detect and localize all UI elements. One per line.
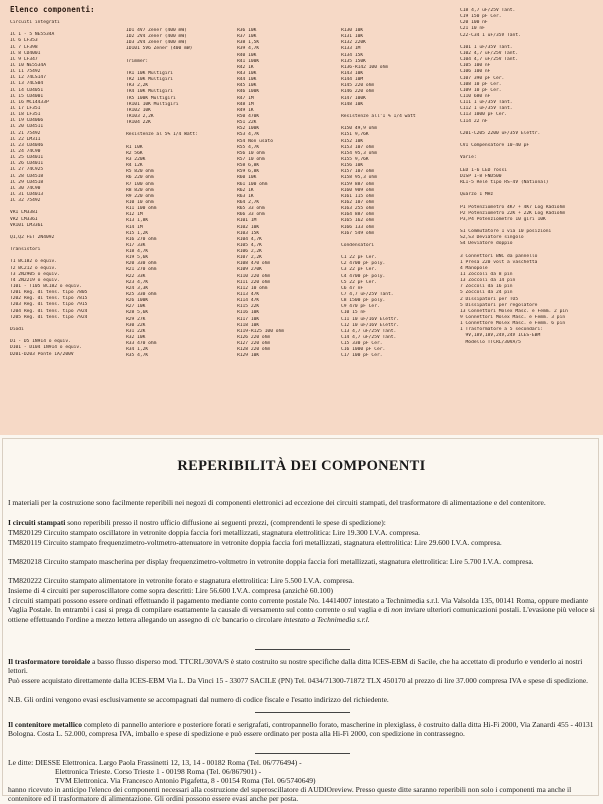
component-line: IC 9 LF347 [10, 56, 38, 62]
component-line: R164 887 ohm [341, 212, 375, 218]
component-line: C107 390 pF Cer. [460, 75, 505, 81]
component-line: R60 10K [237, 175, 257, 181]
component-line: R22 33K [126, 273, 146, 279]
component-line: R157 107 ohm [341, 169, 375, 175]
component-line: IC 30 74C90 [10, 185, 41, 191]
component-line: R56 10 ohm [237, 150, 265, 156]
component-line: R29 27K [126, 316, 146, 322]
order-text-a: I circuiti stampati possono essere ordinati effettuando il pagamento mediante conto corrente postale No. 14414007 intestato a Technimedia s.r.l. Via Valsolda 135, 00141 Roma, oppure mediante Vaglia Postale. In entrambi i casi si prega di compilare esattamente la causale di versamento sul conto corrente o sul vaglia e di [8, 596, 589, 615]
component-line: DISP 1-8 FND500 [460, 173, 502, 179]
component-line: C5 22 pF Cer. [341, 279, 377, 285]
pcb-bundle-text: Insieme di 4 circuiti per superoscillatore come sopra descritti: Lire 56.600 I.V.A. compresa (anzichè 60.100) [8, 586, 333, 595]
component-line: R114 47K [237, 298, 260, 304]
component-line: Diodi [10, 327, 24, 333]
component-line: C105 100 nF [460, 63, 491, 69]
component-line: R105 4,7K [237, 242, 262, 248]
component-line: IC 24 74C90 [10, 148, 41, 154]
component-line: Quarzo 1 MHz [460, 192, 494, 198]
component-line: R106 2,2K [237, 249, 262, 255]
component-line: R110 220 ohm [237, 273, 271, 279]
component-line: IC 12 74LS147 [10, 75, 46, 81]
intro-text: I materiali per la costruzione sono facilmente reperibili nei negozi di componenti elettronici ad eccezione dei circuiti stampati, del trasformatore di alimentazione e del contenitore. [8, 498, 546, 507]
component-line: R117 10K [237, 316, 260, 322]
dealers-note-text: hanno ricevuto in anticipo l'elenco dei componenti necessari alla costruzione del superoscillatore di AUDIOreview. Presso queste ditte saranno reperibili non solo i componenti ma anche il contenitore ed il trasformatore di alimentazione. Gli ordini possono essere evasi anche per posta. [8, 785, 572, 804]
dealers-line-3 [55, 776, 595, 785]
component-line: Resistenze al 5% 1/4 Watt: [126, 132, 198, 138]
component-line: LED 1-6 LED rossi [460, 167, 508, 173]
dealers-line-3-text: TVM Elettronica. Via Francesco Antonio Pigafetta, 8 - 00154 Roma (Tel. 06/5740649) [55, 776, 316, 785]
component-line: R18 4,7K [126, 249, 149, 255]
component-line: VR101 LM336I [10, 222, 44, 228]
component-line: TR1 10K Multigiri [126, 70, 174, 76]
pcb-bundle [8, 586, 596, 595]
component-line: C111 1 uF/35V Tant. [460, 100, 513, 106]
component-line: R113 47K [237, 292, 260, 298]
component-line: R13 1,8K [126, 218, 149, 224]
component-line: C113 1000 pF Cer. [460, 112, 508, 118]
component-line: P1 Potenziometro 4K7 + 4K7 Log Radiohm [460, 204, 566, 210]
component-line: R43 10K [237, 70, 257, 76]
component-line: R115 22K [237, 304, 260, 310]
component-line: R11 100 ohm [126, 206, 157, 212]
component-line: R150 49,9 ohm [341, 126, 377, 132]
dealers-line-1-text: Le ditte: DIESSE Elettronica. Largo Paola Frassinetti 12, 13, 14 - 00182 Roma (Tel. 06/776494) - [8, 758, 302, 767]
dealers-note [8, 785, 596, 804]
component-line: R10 10 ohm [126, 199, 154, 205]
component-line: R62 1K [237, 187, 254, 193]
component-line: IC 16 MC14433P [10, 99, 49, 105]
component-line: IC 18 LF351 [10, 112, 41, 118]
component-line: C8 1500 pF poly. [341, 298, 386, 304]
component-line: R128 220 ohm [237, 347, 271, 353]
transformer-purchase [8, 676, 596, 685]
component-line: R32 10K [126, 335, 146, 341]
component-line: C106 100 nF [460, 69, 491, 75]
component-line: R143 10K [341, 70, 364, 76]
component-line: P3,P4 Potenziometro 10 giri 10K [460, 216, 546, 222]
component-line: C19 150 pF Cer. [460, 14, 502, 20]
component-line: R51 22K [237, 120, 257, 126]
component-line: R133 1M [341, 46, 361, 52]
component-line: R31 22K [126, 328, 146, 334]
component-line: C17 100 pF Cer. [341, 353, 383, 359]
component-line: T1 BC182 o equiv. [10, 259, 58, 265]
component-line: R44 10K [237, 77, 257, 83]
component-line: R148 10K [341, 101, 364, 107]
enclosure-paragraph [8, 720, 596, 739]
component-line: 1 Presa 220 volt a vaschetta [460, 259, 538, 265]
component-line: 5 Dissipatori per regolatore [460, 302, 538, 308]
component-line: R107 2,2K [237, 255, 262, 261]
component-line: 11 Zoccoli da 8 pin [460, 272, 513, 278]
component-line: IC 21 75492 [10, 130, 41, 136]
component-line: R41 100K [237, 58, 260, 64]
component-line: C2 4700 pF poly. [341, 261, 386, 267]
component-line: IC 10 NE5534A [10, 62, 46, 68]
component-line: 4 Manopole [460, 265, 488, 271]
component-line: R108 470 ohm [237, 261, 271, 267]
component-line: R30 22K [126, 322, 146, 328]
component-line: IC 7 LF398 [10, 44, 38, 50]
component-line: 13 Zoccoli da 14 pin [460, 278, 516, 284]
component-line: C12 10 uF/16V Elettr. [341, 322, 400, 328]
component-column-1 [10, 20, 87, 358]
component-line: ID2 2V4 Zener (400 mW) [126, 34, 187, 40]
component-line: 1 Trasformatore a 5 secondari: [460, 327, 543, 333]
component-line: C13 4,7 uF/25V Tant. [341, 328, 397, 334]
component-line: R4 12K [126, 163, 143, 169]
component-line: TR104 22K [126, 120, 151, 126]
component-line: C112 1 uF/35V Tant. [460, 106, 513, 112]
pcb-item-3-text: TM820218 Circuito stampato mascherina per display frequenzimetro-voltmetro in vetronite doppia faccia fori metallizzati, stagnatura elettrolitica: Lire 5.700 I.V.A. compresa. [8, 557, 534, 566]
component-line: R20 330 ohm [126, 261, 157, 267]
component-line: IC 13 74LS04 [10, 81, 44, 87]
component-line: T202 Reg. di tens. tipo 7815 [10, 296, 88, 302]
component-line: C4 4700 pF poly. [341, 273, 386, 279]
component-line: C109 10 pF Cer. [460, 87, 502, 93]
separator-3 [255, 753, 350, 754]
component-line: R26 100K [126, 298, 149, 304]
component-line: R1 10K [126, 144, 143, 150]
transformer-note [8, 695, 596, 704]
component-line: C3 22 pF Cer. [341, 267, 377, 273]
component-line: T205 Reg. di tens. tipo 7924 [10, 314, 88, 320]
component-line: R154 95,3 ohm [341, 150, 377, 156]
component-line: C114 22 nF [460, 118, 488, 124]
component-line: R136-R142 100 ohm [341, 64, 389, 70]
component-line: R163 255 ohm [341, 206, 375, 212]
component-line: R152 10K [341, 138, 364, 144]
component-line: R156 10K [341, 163, 364, 169]
transformer-note-text: N.B. Gli ordini vengono evasi esclusivamente se accompagnati dal numero di codice fiscale e l'esatto indirizzo del richiedente. [8, 695, 389, 704]
component-line: 9 Connettori Molex Masc. e Femm. 3 pin [460, 315, 566, 321]
component-line: R119-R125 100 ohm [237, 328, 285, 334]
component-line: R46 100K [237, 89, 260, 95]
component-line: R16 270 ohm [126, 236, 157, 242]
component-line: R34 1,2K [126, 347, 149, 353]
component-line: C14 4,7 uF/25V Tant. [341, 335, 397, 341]
component-line: C10 15 nF [341, 310, 366, 316]
component-line: ID101 5V6 Zener (400 mW) [126, 46, 193, 52]
component-line: R36 10K [237, 28, 257, 33]
component-line: TR101 10K Multigiri [126, 101, 179, 107]
component-line: TR103 2,2K [126, 113, 154, 119]
component-line: IC 8 CD4001 [10, 50, 41, 56]
component-line: C16 1000 pF Cer. [341, 347, 386, 353]
component-line: T204 Reg. di tens. tipo 7924 [10, 308, 88, 314]
component-line: R19 5,6K [126, 255, 149, 261]
component-line: D201-D203 Ponte 1A/200V [10, 351, 74, 357]
component-line: T2 BC212 o equiv. [10, 265, 58, 271]
component-line: R3 220K [126, 156, 146, 162]
dealers-line-1 [8, 758, 596, 767]
component-line: IC 14 CD4051 [10, 87, 44, 93]
component-line: 9V,18V,18V,24V,24V ICES-EBM [460, 333, 541, 339]
component-line: Condensatori [341, 242, 375, 248]
component-line: S4 Deviatore doppio [460, 241, 513, 247]
component-line: R167 549 ohm [341, 230, 375, 236]
component-line: CV1 Compensatore 10-40 pF [460, 143, 530, 149]
component-line: R27 10K [126, 304, 146, 310]
pcb-item-3 [8, 557, 596, 566]
component-line: T4 2N2219 o equiv. [10, 277, 60, 283]
component-line: TR4 10K Multigiri [126, 89, 174, 95]
component-line: IC 25 CD4011 [10, 155, 44, 161]
order-text-b: inviare ulteriori comunicazioni postali. L'evasione più veloce si ottiene effettuando l'ordine a mezzo lettera allegando un assegno di c/c bancario o circolare [8, 605, 595, 624]
component-line: ID3 2V4 Zener (400 mW) [126, 40, 187, 46]
component-line: C20 100 nF [460, 20, 488, 26]
component-line: R101 1M [237, 218, 257, 224]
component-line: R146 220 ohm [341, 89, 375, 95]
component-line: TR2 10K Multigiri [126, 77, 174, 83]
component-line: C9 470 pF Cer. [341, 304, 380, 310]
pcb-item-2 [8, 538, 596, 547]
component-line: IC 15 CD4001 [10, 93, 44, 99]
component-line: R147 100K [341, 95, 366, 101]
component-line: C18 4,7 uF/25V Tant. [460, 8, 516, 13]
component-column-5 [460, 8, 568, 346]
component-line: R102 10K [237, 224, 260, 230]
component-line: IC 1 - 5 NE5534A [10, 32, 55, 38]
component-line: VR1 LM338I [10, 210, 38, 216]
component-line: R63 1K [237, 193, 254, 199]
component-line: Modello TTCRL/30VA/5 [460, 339, 521, 345]
component-line: R15 1,2K [126, 230, 149, 236]
transformer-purchase-text: Può essere acquistato direttamente dalla ICES-EBM Via L. Da Vinci 15 - 33077 SACILE (PN) Tel. 0434/71300-71872 TLX 450170 al prezzo di lire 37.000 compresa IVA e spese di spedizione. [8, 676, 589, 685]
component-line: R24 3,3K [126, 285, 149, 291]
component-line: Circuiti integrati [10, 20, 60, 25]
order-text-payee: intestato a Technimedia s.r.l. [283, 614, 370, 624]
component-line: C7 4,7 uF/25V Tant. [341, 292, 394, 298]
component-line: R129 10K [237, 353, 260, 359]
component-line: C101 1 uF/35V Tant. [460, 44, 513, 50]
component-line: R158 95,3 ohm [341, 175, 377, 181]
component-line: IC 6 LF353 [10, 38, 38, 44]
component-list-title: Elenco componenti: [10, 5, 95, 14]
component-line: IC 26 CD4011 [10, 161, 44, 167]
component-line: TR3 2,2K [126, 83, 149, 89]
component-line: C108 10 pF Cer. [460, 81, 502, 87]
component-line: R54 Non usato [237, 138, 273, 144]
pcb-item-1-text: TM820129 Circuito stampato oscillatore in vetronite doppia faccia fori metallizzati, stagnatura elettrolitica: Lire 19.300 I.V.A. compresa. [8, 528, 421, 537]
component-line: Q1,Q2 FET 2N4092 [10, 234, 55, 240]
component-line: R155 9,76K [341, 156, 369, 162]
component-line: R9 220 ohm [126, 193, 154, 199]
component-line: T201 Reg. di tens. tipo 7805 [10, 290, 88, 296]
enclosure-heading: Il contenitore metallico [8, 720, 83, 729]
component-line: R145 220 ohm [341, 83, 375, 89]
component-line: R161 115 ohm [341, 193, 375, 199]
component-column-4 [341, 28, 416, 360]
component-line: S2,S3 Deviatore singolo [460, 235, 524, 241]
component-line: R21 270 ohm [126, 267, 157, 273]
component-line: R38 1,5K [237, 40, 260, 46]
component-line: R23 4,7K [126, 279, 149, 285]
component-line: R127 220 ohm [237, 341, 271, 347]
pcb-heading: I circuiti stampati [8, 518, 66, 527]
component-line: R52 100K [237, 126, 260, 132]
component-line: R8 820 ohm [126, 187, 154, 193]
component-line: R109 270K [237, 267, 262, 273]
pcb-text: sono reperibili presso il nostro ufficio diffusione ai seguenti prezzi, (comprendenti le spese di spedizione): [65, 518, 386, 527]
component-line: R53 4,7K [237, 132, 260, 138]
pcb-paragraph [8, 518, 596, 527]
pcb-item-4-text: TM820222 Circuito stampato alimentatore in vetronite forato e stagnatura elettrolitica: Lire 5.500 I.V.A. compresa. [8, 576, 355, 585]
component-line: VR2 LM336I [10, 216, 38, 222]
component-line: Trimmer: [126, 58, 149, 64]
component-line: R118 10K [237, 322, 260, 328]
component-line: R35 4,7K [126, 353, 149, 359]
component-line: IC 17 LF351 [10, 105, 41, 111]
component-line: TR5 100K Multigiri [126, 95, 176, 101]
component-line: Varie: [460, 155, 477, 161]
component-line: IC 32 75492 [10, 198, 41, 204]
component-line: R153 107 ohm [341, 144, 375, 150]
separator-1 [255, 649, 350, 650]
component-line: R166 133 ohm [341, 224, 375, 230]
component-line: R14 1M [126, 224, 143, 230]
component-line: Resistenze all'1 % 1/4 watt [341, 113, 416, 119]
component-line: R28 5,6K [126, 310, 149, 316]
component-line: R131 10K [341, 34, 364, 40]
component-line: R48 1M [237, 101, 254, 107]
enclosure-text: completo di pannello anteriore e posteriore forati e serigrafati, contropannello forato, mascherine in plexiglass, è costruito dalla ditta Hi-Fi 2000, Via Zanardi 455 - 40131 Bologna. Costa L. 52.000, compresa IVA, imballo e spese di spedizione e può essere ordinato per posta alla Hi-Fi 2000, con spedizione in contrassegno. [8, 720, 594, 739]
intro-paragraph [8, 498, 596, 507]
component-line: R5 820 ohm [126, 169, 154, 175]
component-line: IC 29 CD4518 [10, 179, 44, 185]
pcb-item-2-text: TM820119 Circuito stampato frequenzimetro-voltmetro-attenuatore in vetronite doppia faccia fori metallizzati, stagnatura elettrolitica: Lire 29.600 I.V.A. compresa. [8, 538, 502, 547]
component-line: R65 33 ohm [237, 206, 265, 212]
component-line: R33 470 ohm [126, 341, 157, 347]
component-line: R66 33 ohm [237, 212, 265, 218]
component-line: 2 Dissipatori per TO5 [460, 296, 519, 302]
component-line: R57 10 ohm [237, 156, 265, 162]
component-line: C15 330 pF Cer. [341, 341, 383, 347]
component-line: R49 1K [237, 107, 254, 113]
component-line: R162 107 ohm [341, 199, 375, 205]
component-line: T203 Reg. di tens. tipo 7915 [10, 302, 88, 308]
component-line: 1 Connettore Molex Masc. e Femm. 6 pin [460, 321, 566, 327]
component-line: C201-C205 2200 uF/35V Elettr. [460, 130, 541, 136]
pcb-item-1 [8, 528, 596, 537]
component-line: R37 10K [237, 34, 257, 40]
component-line: R165 162 ohm [341, 218, 375, 224]
component-line: 3 Connettori BNC da pannello [460, 253, 538, 259]
component-line: R25 330 ohm [126, 292, 157, 298]
component-line: R42 1K [237, 64, 254, 70]
component-line: C110 680 nF [460, 93, 491, 99]
component-line: R45 10K [237, 83, 257, 89]
pcb-item-4 [8, 576, 596, 585]
component-line: R111 220 ohm [237, 279, 271, 285]
separator-2 [255, 712, 350, 713]
component-line: IC 23 CD4046 [10, 142, 44, 148]
component-line: P2 Potenziometro 22K + 22K Log Radiohm [460, 210, 566, 216]
component-line: R7 100 ohm [126, 181, 154, 187]
dealers-line-2 [55, 767, 595, 776]
component-line: R17 33K [126, 242, 146, 248]
component-line: R112 10 ohm [237, 285, 268, 291]
component-column-3 [237, 28, 284, 360]
component-line: C104 4,7 uF/25V Tant. [460, 57, 519, 63]
component-line: 7 Zoccoli da 16 pin [460, 284, 513, 290]
component-line: 5 Zoccoli da 24 pin [460, 290, 513, 296]
section-title: REPERIBILITÀ DEI COMPONENTI [177, 458, 426, 474]
component-line: ID1 4V7 Zener (400 mW) [126, 28, 187, 33]
transformer-heading: Il trasformatore toroidale [8, 657, 91, 666]
component-line: R103 15K [237, 230, 260, 236]
component-line: R58 6,8K [237, 163, 260, 169]
component-line: R134 15K [341, 52, 364, 58]
component-line: IC 28 CD4518 [10, 173, 44, 179]
availability-section [0, 435, 603, 804]
transformer-text: a basso flusso disperso mod. TTCRL/30VA/S è stato costruito su nostre specifiche dalla ditta ICES-EBM di Sacile, che ha accettato di produrlo e venderlo ai nostri lettori. [8, 657, 583, 676]
component-line: R12 1M [126, 212, 143, 218]
component-line: R104 4,7K [237, 236, 262, 242]
component-line: R59 6,8K [237, 169, 260, 175]
component-line: IC 19 CD4066 [10, 118, 44, 124]
component-line: 13 Connettori Molex Masc. e Femm. 2 pin [460, 308, 568, 314]
component-line: R130 10K [341, 28, 364, 33]
component-line: R116 10K [237, 310, 260, 316]
component-line: Transistori [10, 247, 41, 253]
component-line: IC 22 LM311 [10, 136, 41, 142]
component-line: C22-C34 1 uF/35V Tant. [460, 32, 521, 38]
component-line: R144 10M [341, 77, 364, 83]
dealers-line-2-text: Elettronica Trieste. Corso Trieste 1 - 00198 Roma (Tel. 06/867901) - [55, 767, 262, 776]
component-line: R126 220 ohm [237, 335, 271, 341]
component-line: R159 887 ohm [341, 181, 375, 187]
component-line: IC 31 CD4013 [10, 191, 44, 197]
component-line: S1 Commutatore 1 via 10 posizioni [460, 229, 552, 235]
component-line: R132 220K [341, 40, 366, 46]
component-line: C1 22 pF Cer. [341, 255, 377, 261]
order-text-non: non [391, 605, 403, 615]
component-line: RL1-5 Relè tipo RS-4V (National) [460, 179, 549, 185]
component-line: R135 150K [341, 58, 366, 64]
component-line: T101 - T105 BC182 o equiv. [10, 284, 82, 290]
component-line: D101 - D104 1N914 o equiv. [10, 345, 82, 351]
component-line: C21 10 nF [460, 26, 485, 32]
component-line: C11 10 uF/16V Elettr. [341, 316, 400, 322]
component-line: R64 2,7K [237, 199, 260, 205]
component-line: C6 47 nF [341, 285, 364, 291]
component-line: R39 4,7K [237, 46, 260, 52]
component-line: C102 4,7 uF/25V Tant. [460, 50, 519, 56]
component-line: R2 56K [126, 150, 143, 156]
component-line: IC 11 75492 [10, 69, 41, 75]
component-line: T3 2N2905 o equiv. [10, 271, 60, 277]
order-paragraph [8, 596, 596, 624]
component-line: IC 20 CD4511 [10, 124, 44, 130]
component-line: R55 4,7K [237, 144, 260, 150]
component-line: D1 - D5 1N914 o equiv. [10, 339, 71, 345]
component-line: R151 9,76K [341, 132, 369, 138]
component-line: TR102 10K [126, 107, 151, 113]
transformer-paragraph [8, 657, 596, 676]
component-line: R40 10K [237, 52, 257, 58]
component-line: R61 100 ohm [237, 181, 268, 187]
component-line: R6 220 ohm [126, 175, 154, 181]
component-line: R47 1M [237, 95, 254, 101]
component-column-2 [126, 28, 198, 360]
component-line: R160 909 ohm [341, 187, 375, 193]
component-line: IC 27 74C925 [10, 167, 44, 173]
component-line: R50 470K [237, 113, 260, 119]
